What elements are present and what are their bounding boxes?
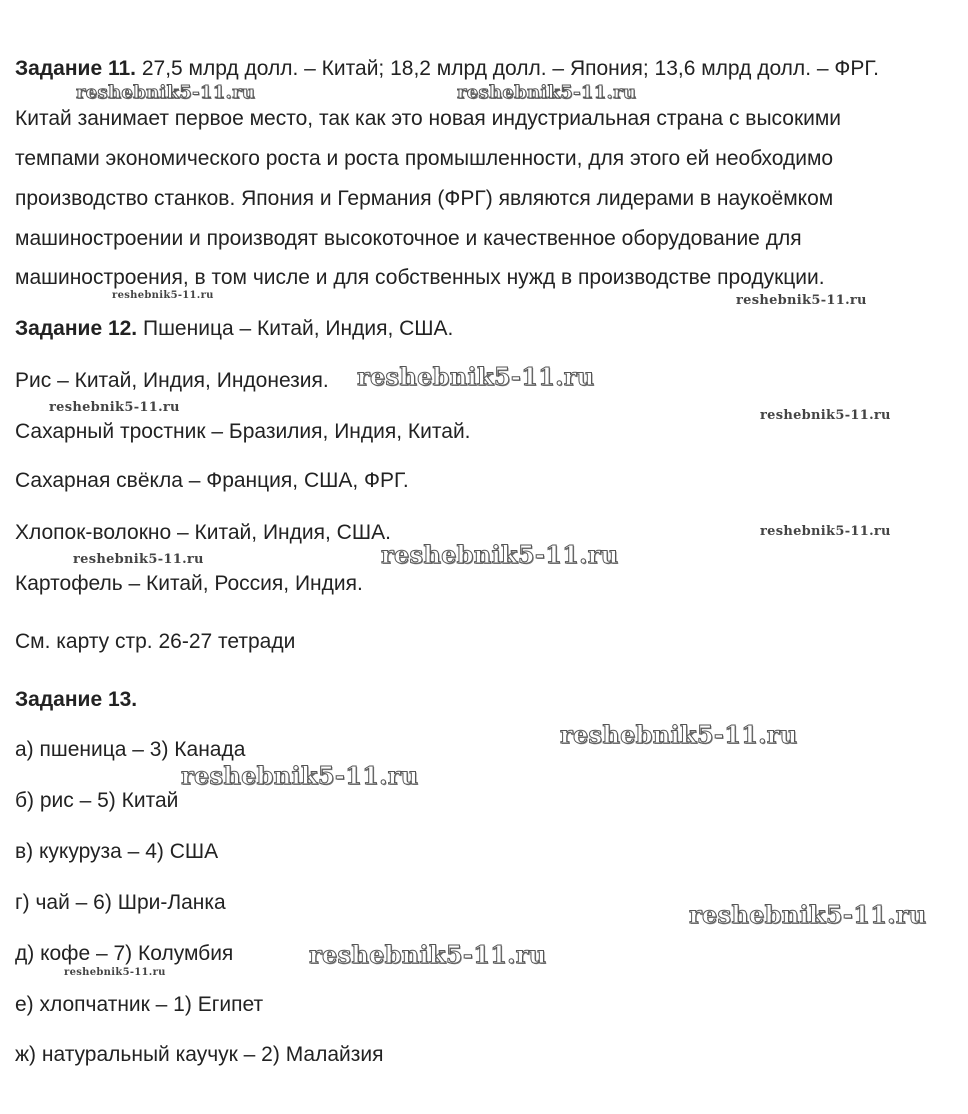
watermark: reshebnik5-11.ru [560,720,798,749]
watermark: reshebnik5-11.ru [64,967,166,978]
task11-answer-line [15,56,879,82]
watermark: reshebnik5-11.ru [381,540,619,569]
task12-first: Пшеница – Китай, Индия, США. [137,317,454,340]
task12-map-note: См. карту стр. 26-27 тетради [15,630,296,653]
task11-text-line: Китай занимает первое место, так как это новая индустриальная страна с высокими [15,107,842,130]
task13-item: б) рис – 5) Китай [15,789,179,812]
task11-text-line: машиностроения, в том числе и для собственных нужд в производстве продукции. [15,266,825,289]
watermark: reshebnik5-11.ru [309,940,547,969]
task12-item: Сахарный тростник – Бразилия, Индия, Китай. [15,420,471,443]
task13-item: в) кукуруза – 4) США [15,840,219,863]
watermark: reshebnik5-11.ru [736,293,867,308]
watermark: reshebnik5-11.ru [457,82,637,103]
task12-first-line [15,316,453,342]
watermark: reshebnik5-11.ru [760,408,891,423]
task13-item: а) пшеница – 3) Канада [15,738,246,761]
watermark: reshebnik5-11.ru [49,400,180,415]
watermark: reshebnik5-11.ru [760,524,891,539]
task11-text-line: темпами экономического роста и роста промышленности, для этого ей необходимо [15,147,834,170]
task13-item: д) кофе – 7) Колумбия [15,942,234,965]
task13-item: г) чай – 6) Шри-Ланка [15,891,226,914]
task13-heading: Задание 13. [15,688,138,711]
task12-item: Рис – Китай, Индия, Индонезия. [15,369,329,392]
task11-heading: Задание 11. [15,57,136,80]
task11-text-line: производство станков. Япония и Германия (ФРГ) являются лидерами в наукоёмком [15,187,834,210]
task12-heading: Задание 12. [15,317,138,340]
watermark: reshebnik5-11.ru [76,82,256,103]
task13-item: е) хлопчатник – 1) Египет [15,993,264,1016]
task12-item: Хлопок-волокно – Китай, Индия, США. [15,521,391,544]
task11-answer: 27,5 млрд долл. – Китай; 18,2 млрд долл. – Япония; 13,6 млрд долл. – ФРГ. [136,57,879,80]
task11-text-line: машиностроении и производят высокоточное и качественное оборудование для [15,227,802,250]
task12-item: Картофель – Китай, Россия, Индия. [15,572,363,595]
watermark: reshebnik5-11.ru [357,362,595,391]
watermark: reshebnik5-11.ru [112,290,214,301]
watermark: reshebnik5-11.ru [689,900,927,929]
task12-item: Сахарная свёкла – Франция, США, ФРГ. [15,469,409,492]
task13-item: ж) натуральный каучук – 2) Малайзия [15,1043,384,1066]
watermark: reshebnik5-11.ru [73,552,204,567]
watermark: reshebnik5-11.ru [181,761,419,790]
